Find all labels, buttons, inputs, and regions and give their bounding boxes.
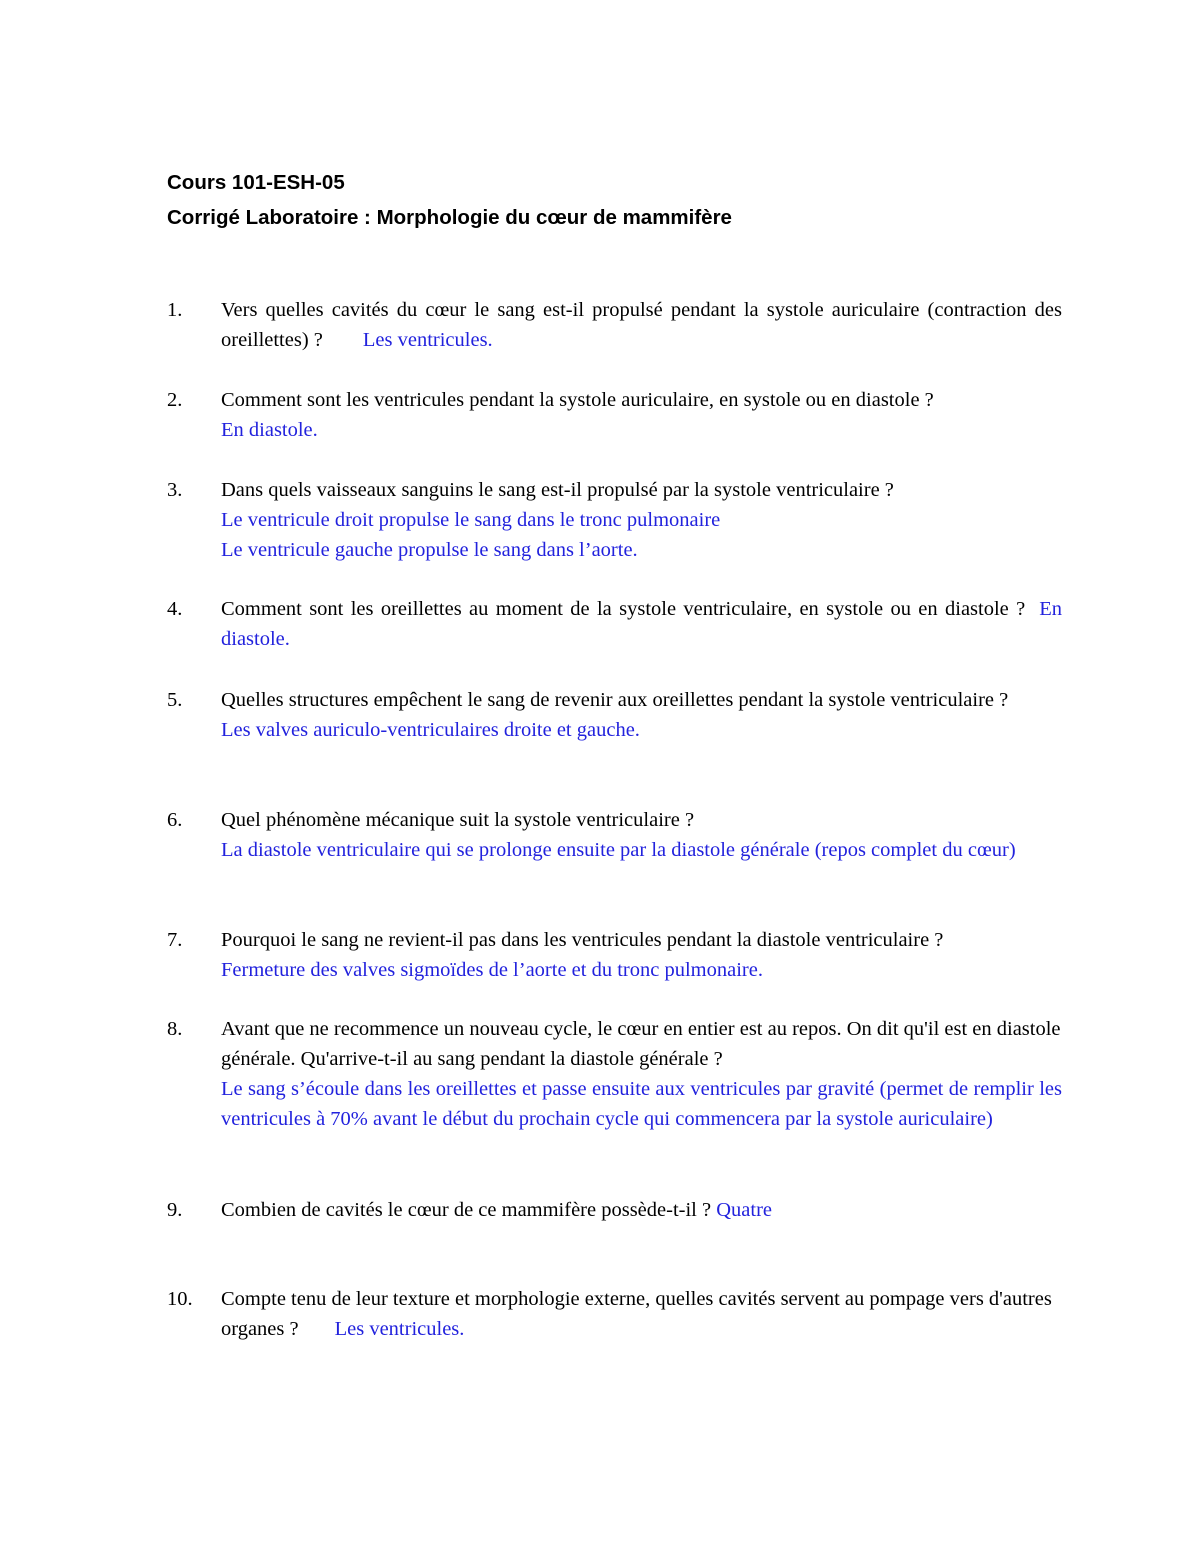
question-text: Comment sont les oreillettes au moment de la systole ventriculaire, en systole ou en diastole ? En diastole.: [221, 598, 1062, 650]
question-text: Comment sont les ventricules pendant la systole auriculaire, en systole ou en diastole ?: [221, 389, 934, 411]
question-number: 6.: [167, 809, 183, 831]
question-number: 3.: [167, 479, 183, 501]
question-text: Vers quelles cavités du cœur le sang est-il propulsé pendant la systole auriculaire (contraction des oreillettes) ? Les ventricules.: [221, 299, 1062, 351]
answer-text: Les ventricules.: [362, 329, 493, 351]
question-item-9: [167, 1195, 1062, 1225]
answer-text: En diastole.: [221, 598, 1062, 650]
question-item-10: [167, 1284, 1062, 1344]
question-text: Dans quels vaisseaux sanguins le sang est-il propulsé par la systole ventriculaire ?: [221, 479, 894, 501]
question-item-5: [167, 685, 1062, 745]
question-number: 9.: [167, 1199, 183, 1221]
document-header: [167, 165, 1067, 235]
question-number: 10.: [167, 1288, 193, 1310]
question-number: 4.: [167, 598, 183, 620]
question-item-8: [167, 1014, 1062, 1134]
question-number: 7.: [167, 929, 183, 951]
question-item-7: [167, 925, 1062, 985]
answer-text: Quatre: [716, 1199, 773, 1221]
question-item-6: [167, 805, 1062, 865]
question-text: Quel phénomène mécanique suit la systole ventriculaire ?: [221, 809, 695, 831]
document-title: Corrigé Laboratoire : Morphologie du cœur de mammifère: [167, 206, 732, 229]
answer-line: Le ventricule gauche propulse le sang dans l’aorte.: [221, 539, 638, 561]
question-number: 5.: [167, 689, 183, 711]
answer-text: Le sang s’écoule dans les oreillettes et passe ensuite aux ventricules par gravité (permet de remplir les ventricules à 70% avant le début du prochain cycle qui commencera par la systole auriculaire): [221, 1078, 1062, 1130]
question-text: Compte tenu de leur texture et morphologie externe, quelles cavités servent au pompage vers d'autres organes ? Les ventricules.: [221, 1288, 1052, 1340]
question-item-2: [167, 385, 1062, 445]
answer-text: En diastole.: [221, 419, 318, 441]
question-item-1: [167, 295, 1062, 355]
answer-text: La diastole ventriculaire qui se prolonge ensuite par la diastole générale (repos complet du cœur): [221, 839, 1016, 861]
question-number: 8.: [167, 1018, 183, 1040]
answer-text: Les ventricules.: [334, 1318, 465, 1340]
question-number: 2.: [167, 389, 183, 411]
question-text: Avant que ne recommence un nouveau cycle, le cœur en entier est au repos. On dit qu'il est en diastole générale. Qu'arrive-t-il au sang pendant la diastole générale ?: [221, 1018, 1061, 1070]
answer-text: Les valves auriculo-ventriculaires droite et gauche.: [221, 719, 640, 741]
question-item-3: [167, 475, 1062, 565]
answer-text: Fermeture des valves sigmoïdes de l’aorte et du tronc pulmonaire.: [221, 959, 763, 981]
answer-line: Le ventricule droit propulse le sang dans le tronc pulmonaire: [221, 509, 721, 531]
course-code: Cours 101-ESH-05: [167, 171, 345, 194]
question-text: Pourquoi le sang ne revient-il pas dans les ventricules pendant la diastole ventriculaire ?: [221, 929, 944, 951]
question-item-4: [167, 594, 1062, 654]
question-text: Combien de cavités le cœur de ce mammifère possède-t-il ? Quatre: [221, 1199, 773, 1221]
question-number: 1.: [167, 299, 183, 321]
question-text: Quelles structures empêchent le sang de revenir aux oreillettes pendant la systole ventriculaire ?: [221, 689, 1009, 711]
